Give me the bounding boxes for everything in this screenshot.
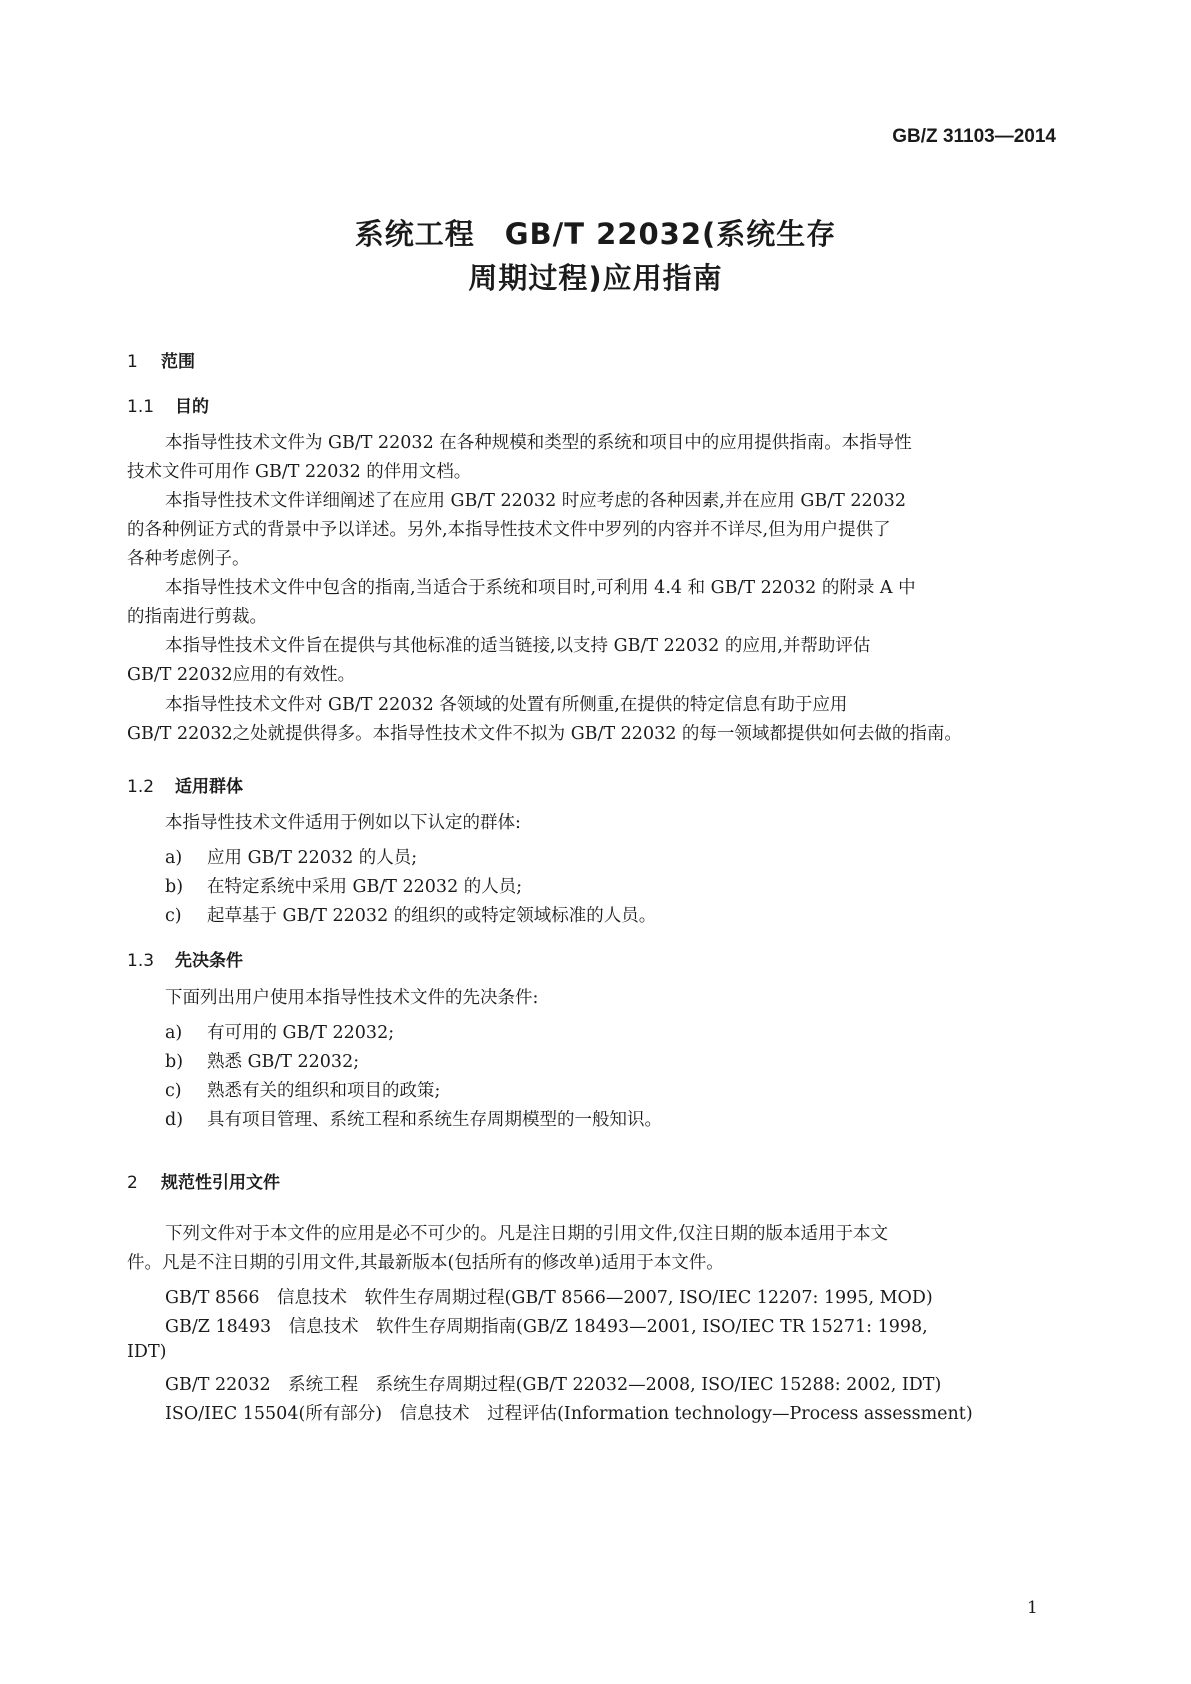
section-title: 范围 — [161, 352, 195, 372]
section-number: 1.3 — [127, 951, 155, 971]
paragraph-line: 本指导性技术文件适用于例如以下认定的群体: — [165, 813, 521, 833]
paragraph-line: 的各种例证方式的背景中予以详述。另外,本指导性技术文件中罗列的内容并不详尽,但为用户提供了 — [127, 520, 891, 540]
section-2-heading — [127, 1168, 280, 1193]
list-text: 起草基于 GB/T 22032 的组织的或特定领域标准的人员。 — [207, 906, 657, 926]
list-text: 熟悉 GB/T 22032; — [207, 1052, 360, 1072]
list-marker: a) — [165, 848, 183, 868]
section-1-2-heading — [127, 772, 243, 797]
section-number: 1.2 — [127, 777, 155, 797]
reference-entry-continued: IDT) — [127, 1342, 167, 1362]
paragraph-line: 技术文件可用作 GB/T 22032 的伴用文档。 — [127, 462, 472, 482]
paragraph-line: 下列文件对于本文件的应用是必不可少的。凡是注日期的引用文件,仅注日期的版本适用于本文 — [165, 1224, 889, 1244]
reference-entry: GB/T 8566 信息技术 软件生存周期过程(GB/T 8566—2007, ISO/IEC 12207: 1995, MOD) — [165, 1288, 933, 1308]
list-item — [165, 1048, 359, 1073]
section-1-1-heading — [127, 392, 209, 417]
list-text: 具有项目管理、系统工程和系统生存周期模型的一般知识。 — [207, 1110, 662, 1130]
section-1-3-heading — [127, 946, 243, 971]
list-text: 应用 GB/T 22032 的人员; — [207, 848, 418, 868]
title-line-2: 周期过程)应用指南 — [468, 261, 723, 295]
reference-entry: GB/Z 18493 信息技术 软件生存周期指南(GB/Z 18493—2001, ISO/IEC TR 15271: 1998, — [165, 1317, 928, 1337]
paragraph-line: 下面列出用户使用本指导性技术文件的先决条件: — [165, 988, 539, 1008]
reference-entry: GB/T 22032 系统工程 系统生存周期过程(GB/T 22032—2008, ISO/IEC 15288: 2002, IDT) — [165, 1375, 942, 1395]
list-marker: c) — [165, 906, 182, 926]
section-number: 1 — [127, 352, 138, 372]
paragraph-line: 各种考虑例子。 — [127, 549, 250, 569]
list-item — [165, 844, 417, 869]
paragraph-line: 本指导性技术文件对 GB/T 22032 各领域的处置有所侧重,在提供的特定信息有助于应用 — [165, 695, 848, 715]
document-id: GB/Z 31103—2014 — [892, 126, 1056, 147]
list-item — [165, 1106, 662, 1131]
list-marker: a) — [165, 1023, 183, 1043]
section-number: 2 — [127, 1173, 138, 1193]
list-marker: c) — [165, 1081, 182, 1101]
paragraph-line: GB/T 22032之处就提供得多。本指导性技术文件不拟为 GB/T 22032 的每一领域都提供如何去做的指南。 — [127, 724, 962, 744]
paragraph-line: 的指南进行剪裁。 — [127, 607, 267, 627]
list-item — [165, 1077, 440, 1102]
list-text: 在特定系统中采用 GB/T 22032 的人员; — [207, 877, 523, 897]
list-item — [165, 1019, 394, 1044]
paragraph-line: GB/T 22032应用的有效性。 — [127, 665, 356, 685]
paragraph-line: 本指导性技术文件为 GB/T 22032 在各种规模和类型的系统和项目中的应用提供指南。本指导性 — [165, 433, 912, 453]
list-text: 熟悉有关的组织和项目的政策; — [207, 1081, 441, 1101]
list-item — [165, 902, 656, 927]
reference-entry: ISO/IEC 15504(所有部分) 信息技术 过程评估(Information technology—Process assessment) — [165, 1404, 973, 1424]
section-title: 先决条件 — [175, 951, 243, 971]
section-title: 规范性引用文件 — [161, 1173, 280, 1193]
list-marker: d) — [165, 1110, 184, 1130]
list-marker: b) — [165, 877, 184, 897]
list-text: 有可用的 GB/T 22032; — [207, 1023, 395, 1043]
paragraph-line: 本指导性技术文件旨在提供与其他标准的适当链接,以支持 GB/T 22032 的应用,并帮助评估 — [165, 636, 871, 656]
page-number: 1 — [1027, 1598, 1038, 1618]
section-1-heading — [127, 347, 195, 372]
title-line-1: 系统工程 GB/T 22032(系统生存 — [354, 217, 837, 251]
paragraph-line: 本指导性技术文件详细阐述了在应用 GB/T 22032 时应考虑的各种因素,并在应用 GB/T 22032 — [165, 491, 907, 511]
list-item — [165, 873, 522, 898]
section-title: 目的 — [175, 397, 209, 417]
section-title: 适用群体 — [175, 777, 243, 797]
list-marker: b) — [165, 1052, 184, 1072]
paragraph-line: 本指导性技术文件中包含的指南,当适合于系统和项目时,可利用 4.4 和 GB/T 22032 的附录 A 中 — [165, 578, 916, 598]
paragraph-line: 件。凡是不注日期的引用文件,其最新版本(包括所有的修改单)适用于本文件。 — [127, 1253, 724, 1273]
section-number: 1.1 — [127, 397, 155, 417]
